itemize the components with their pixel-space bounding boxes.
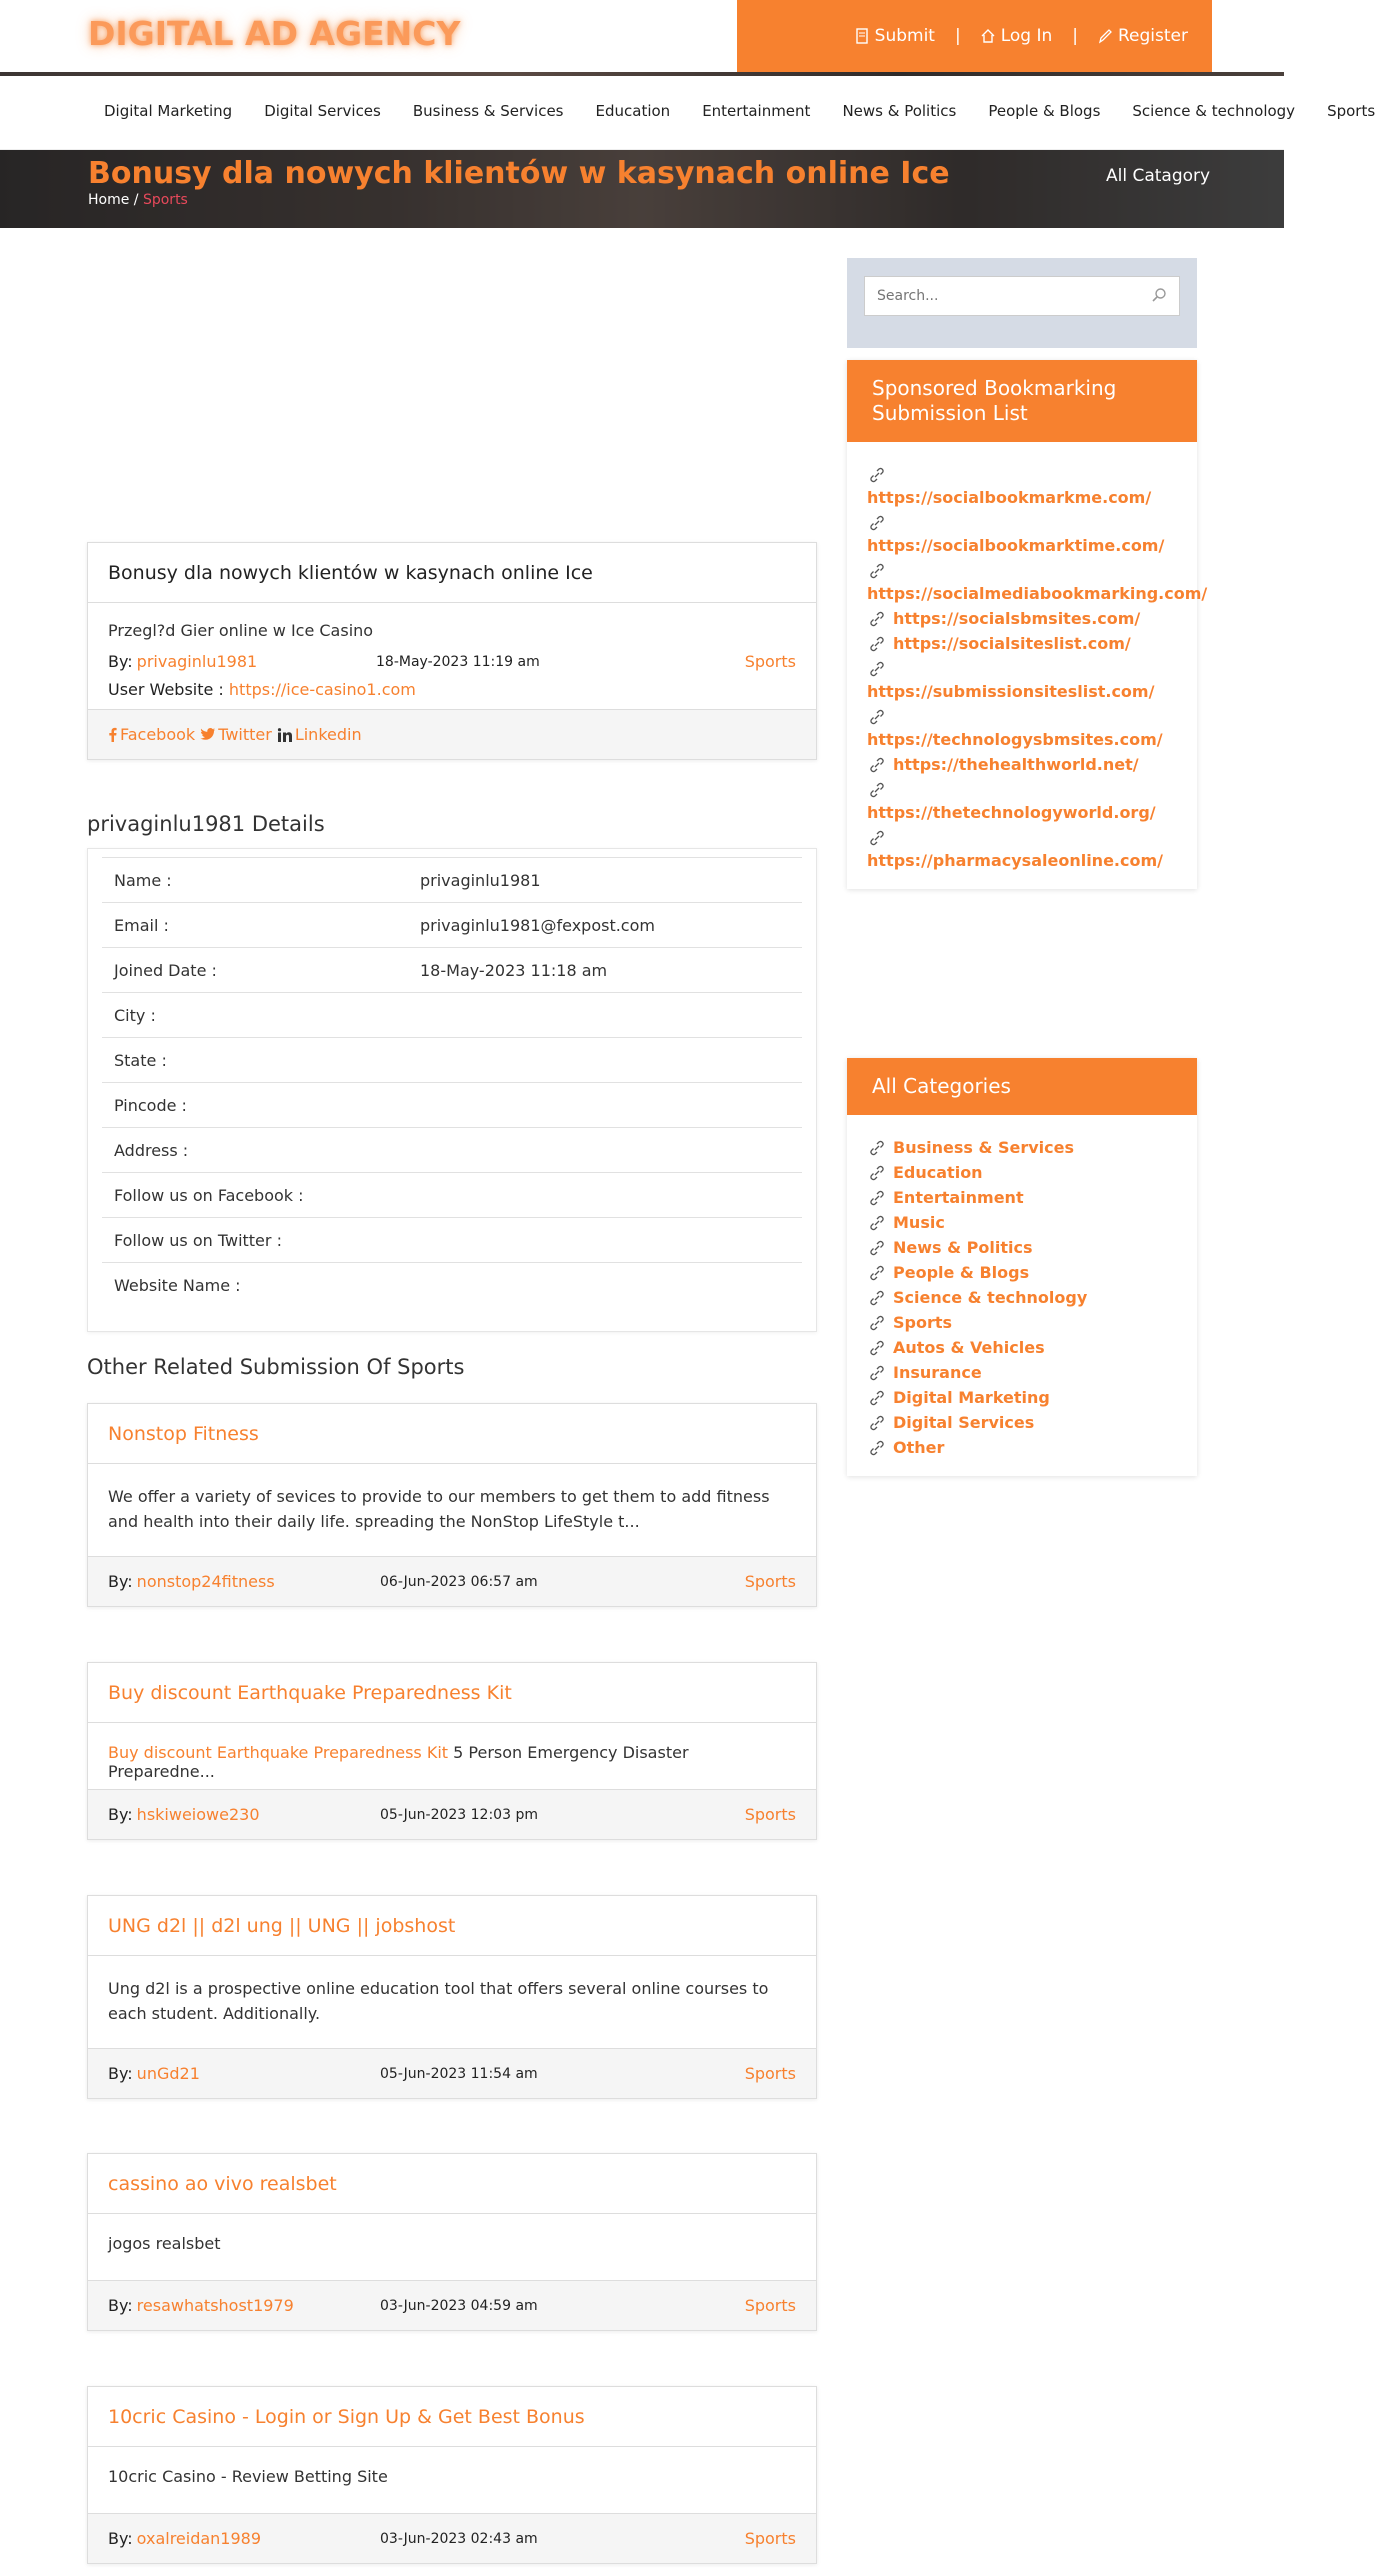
- list-item[interactable]: [867, 1410, 1177, 1435]
- related-date: 03-Jun-2023 04:59 am: [380, 2297, 538, 2314]
- category-link[interactable]: Science & technology: [893, 1288, 1088, 1307]
- related-footer: [88, 2513, 816, 2563]
- main-nav: [0, 76, 1376, 150]
- list-item[interactable]: [867, 1210, 1177, 1235]
- related-title: Other Related Submission Of Sports: [87, 1355, 465, 1379]
- related-author-link[interactable]: hskiweiowe230: [136, 1805, 260, 1824]
- pencil-icon: [1098, 28, 1112, 44]
- category-link[interactable]: Entertainment: [893, 1188, 1024, 1207]
- list-item[interactable]: [867, 1360, 1177, 1385]
- detail-key: City :: [114, 1005, 156, 1025]
- list-item[interactable]: [867, 704, 1177, 752]
- detail-row-name: [102, 857, 802, 902]
- category-link[interactable]: Insurance: [893, 1363, 982, 1382]
- link-icon: [867, 1138, 887, 1158]
- link-icon: [867, 1238, 887, 1258]
- sponsored-link[interactable]: https://socialmediabookmarking.com/: [867, 584, 1208, 603]
- share-links: [108, 725, 362, 744]
- site-logo[interactable]: DIGITAL AD AGENCY: [88, 14, 461, 53]
- user-website: [108, 680, 796, 699]
- detail-row-email: [102, 902, 802, 947]
- related-body: We offer a variety of sevices to provide to our members to get them to add fitness and health into their daily life. spreading the NonStop LifeStyle t...: [108, 1487, 770, 1531]
- nav-item-science-technology[interactable]: Science & technology: [1132, 102, 1296, 120]
- related-card: [87, 2386, 817, 2564]
- linkedin-icon: [278, 728, 292, 742]
- page-title: Bonusy dla nowych klientów w kasynach online Ice: [88, 156, 950, 191]
- sponsored-link[interactable]: https://submissionsiteslist.com/: [867, 682, 1155, 701]
- list-item[interactable]: [867, 825, 1177, 873]
- breadcrumb: [88, 192, 188, 208]
- submit-label: Submit: [874, 26, 935, 46]
- share-linkedin[interactable]: [278, 725, 362, 744]
- related-author-link[interactable]: nonstop24fitness: [136, 1572, 275, 1591]
- related-body: jogos realsbet: [108, 2234, 221, 2253]
- related-date: 03-Jun-2023 02:43 am: [380, 2530, 538, 2547]
- related-date: 05-Jun-2023 12:03 pm: [380, 1806, 538, 1823]
- list-item[interactable]: [867, 1385, 1177, 1410]
- category-link[interactable]: Digital Marketing: [893, 1388, 1050, 1407]
- related-body: 10cric Casino - Review Betting Site: [108, 2467, 388, 2486]
- link-icon: [867, 561, 887, 581]
- link-icon: [867, 755, 887, 775]
- by-label: By:: [108, 652, 133, 671]
- list-item[interactable]: [867, 1260, 1177, 1285]
- by-label: By:: [108, 2064, 133, 2083]
- search-icon[interactable]: [1151, 287, 1167, 303]
- detail-row-twitter: [102, 1217, 802, 1262]
- related-card: [87, 1895, 817, 2099]
- link-icon: [867, 1288, 887, 1308]
- related-title-link[interactable]: UNG d2l || d2l ung || UNG || jobshost: [88, 1896, 816, 1956]
- link-icon: [867, 1413, 887, 1433]
- list-item[interactable]: [867, 1435, 1177, 1460]
- post-category-link[interactable]: Sports: [744, 652, 796, 671]
- category-link[interactable]: People & Blogs: [893, 1263, 1030, 1282]
- list-item[interactable]: [867, 1335, 1177, 1360]
- detail-key: Email :: [114, 915, 169, 935]
- category-link[interactable]: Sports: [893, 1313, 953, 1332]
- related-card: [87, 1662, 817, 1840]
- nav-item-digital-services[interactable]: Digital Services: [264, 102, 381, 120]
- category-link[interactable]: Business & Services: [893, 1138, 1075, 1157]
- related-title-link[interactable]: Buy discount Earthquake Preparedness Kit: [88, 1663, 816, 1723]
- breadcrumb-separator: /: [133, 192, 139, 208]
- list-item[interactable]: [867, 462, 1177, 510]
- link-icon: [867, 513, 887, 533]
- detail-row-website-name: [102, 1262, 802, 1307]
- link-icon: [867, 634, 887, 654]
- list-item[interactable]: [867, 1135, 1177, 1160]
- separator: |: [1072, 26, 1078, 46]
- sponsored-link[interactable]: https://thehealthworld.net/: [893, 755, 1139, 774]
- detail-key: Name :: [114, 870, 172, 890]
- related-body: Ung d2l is a prospective online education tool that offers several online courses to each student. Additionally.: [108, 1979, 769, 2023]
- related-footer: [88, 1556, 816, 1606]
- by-label: By:: [108, 1805, 133, 1824]
- nav-item-digital-marketing[interactable]: Digital Marketing: [104, 102, 233, 120]
- category-link[interactable]: Digital Services: [893, 1413, 1035, 1432]
- page-banner: [0, 150, 1284, 228]
- related-category-link[interactable]: Sports: [744, 1572, 796, 1591]
- details-title: privaginlu1981 Details: [87, 812, 325, 836]
- category-link[interactable]: News & Politics: [893, 1238, 1033, 1257]
- post-description: Przegl?d Gier online w Ice Casino: [108, 621, 374, 640]
- link-icon: [867, 1263, 887, 1283]
- list-item[interactable]: [867, 1285, 1177, 1310]
- link-icon: [867, 609, 887, 629]
- sponsored-list: [847, 442, 1208, 889]
- related-card: [87, 1403, 817, 1607]
- link-icon: [867, 1438, 887, 1458]
- list-item[interactable]: [867, 631, 1177, 656]
- category-link[interactable]: Music: [893, 1213, 945, 1232]
- top-header: [0, 0, 1284, 72]
- post-title: Bonusy dla nowych klientów w kasynach online Ice: [88, 543, 816, 603]
- list-item[interactable]: [867, 510, 1177, 558]
- sidebar-search-box: [847, 258, 1197, 348]
- by-label: By:: [108, 2529, 133, 2548]
- login-label: Log In: [1000, 26, 1053, 46]
- home-icon: [981, 28, 995, 44]
- related-by: [108, 2529, 261, 2548]
- related-footer: [88, 1789, 816, 1839]
- sponsored-link[interactable]: https://technologysbmsites.com/: [867, 730, 1163, 749]
- login-link[interactable]: [981, 26, 1053, 46]
- detail-key: Pincode :: [114, 1095, 187, 1115]
- facebook-icon: [108, 727, 117, 742]
- related-date: 06-Jun-2023 06:57 am: [380, 1573, 538, 1590]
- related-by: [108, 2296, 294, 2315]
- website-label: User Website :: [108, 680, 224, 699]
- by-label: By:: [108, 1572, 133, 1591]
- website-link[interactable]: https://ice-casino1.com: [228, 680, 416, 699]
- related-footer: [88, 2048, 816, 2098]
- sponsored-link[interactable]: https://thetechnologyworld.org/: [867, 803, 1156, 822]
- search-input[interactable]: [864, 276, 1180, 316]
- list-item[interactable]: [867, 656, 1177, 704]
- detail-row-pincode: [102, 1082, 802, 1127]
- detail-key: Follow us on Facebook :: [114, 1185, 304, 1205]
- linkedin-label: Linkedin: [294, 725, 362, 744]
- related-author-link[interactable]: oxalreidan1989: [136, 2529, 262, 2548]
- detail-key: Address :: [114, 1140, 189, 1160]
- nav-item-sports[interactable]: Sports: [1327, 102, 1376, 120]
- detail-key: Follow us on Twitter :: [114, 1230, 282, 1250]
- detail-value: privaginlu1981: [420, 870, 541, 890]
- breadcrumb-home[interactable]: Home: [88, 192, 130, 208]
- category-link[interactable]: Autos & Vehicles: [893, 1338, 1045, 1357]
- related-body-link[interactable]: Buy discount Earthquake Preparedness Kit: [108, 1743, 449, 1762]
- detail-value: 18-May-2023 11:18 am: [420, 960, 608, 980]
- sponsored-link[interactable]: https://socialbookmarkme.com/: [867, 488, 1152, 507]
- related-footer: [88, 2280, 816, 2330]
- detail-value: privaginlu1981@fexpost.com: [420, 915, 655, 935]
- related-title-link[interactable]: Nonstop Fitness: [88, 1404, 816, 1464]
- related-title-link[interactable]: cassino ao vivo realsbet: [88, 2154, 816, 2214]
- user-bar: [737, 0, 1212, 72]
- related-by: [108, 1572, 275, 1591]
- link-icon: [867, 659, 887, 679]
- link-icon: [867, 1213, 887, 1233]
- detail-row-city: [102, 992, 802, 1037]
- detail-row-facebook: [102, 1172, 802, 1217]
- by-label: By:: [108, 2296, 133, 2315]
- sponsored-link[interactable]: https://socialsiteslist.com/: [893, 634, 1131, 653]
- link-icon: [867, 780, 887, 800]
- categories-title: All Categories: [847, 1058, 1197, 1115]
- separator: |: [954, 26, 961, 46]
- sponsored-panel: [847, 360, 1208, 889]
- related-card: [87, 2153, 817, 2331]
- detail-row-joined: [102, 947, 802, 992]
- share-twitter[interactable]: [201, 725, 272, 744]
- post-meta: [108, 652, 796, 676]
- link-icon: [867, 1313, 887, 1333]
- post-card: [87, 542, 817, 760]
- post-by: [108, 652, 257, 671]
- link-icon: [867, 1338, 887, 1358]
- breadcrumb-current[interactable]: Sports: [142, 192, 188, 208]
- nav-item-entertainment[interactable]: Entertainment: [702, 102, 811, 120]
- link-icon: [867, 1388, 887, 1408]
- list-item[interactable]: [867, 558, 1208, 606]
- sponsored-link[interactable]: https://pharmacysaleonline.com/: [867, 851, 1163, 870]
- register-label: Register: [1118, 26, 1188, 46]
- sponsored-title: Sponsored Bookmarking Submission List: [847, 360, 1197, 442]
- detail-key: State :: [114, 1050, 167, 1070]
- twitter-icon: [201, 728, 215, 741]
- list-item[interactable]: [867, 1160, 1177, 1185]
- categories-panel: [847, 1058, 1197, 1476]
- nav-item-people-blogs[interactable]: People & Blogs: [988, 102, 1101, 120]
- nav-item-education[interactable]: Education: [595, 102, 671, 120]
- list-item[interactable]: [867, 777, 1177, 825]
- post-date: 18-May-2023 11:19 am: [376, 654, 540, 670]
- related-by: [108, 2064, 200, 2083]
- link-icon: [867, 1188, 887, 1208]
- user-details-table: [87, 848, 817, 1332]
- detail-key: Website Name :: [114, 1275, 241, 1295]
- related-category-link[interactable]: Sports: [744, 2064, 796, 2083]
- category-link[interactable]: Education: [893, 1163, 983, 1182]
- related-category-link[interactable]: Sports: [744, 2296, 796, 2315]
- link-icon: [867, 707, 887, 727]
- detail-key: Joined Date :: [114, 960, 217, 980]
- related-author-link[interactable]: unGd21: [136, 2064, 200, 2083]
- submit-link[interactable]: [855, 26, 935, 46]
- share-facebook[interactable]: [108, 725, 195, 744]
- list-item[interactable]: [867, 1185, 1177, 1210]
- list-item[interactable]: [867, 1235, 1177, 1260]
- twitter-label: Twitter: [218, 725, 272, 744]
- link-icon: [867, 1163, 887, 1183]
- related-title-link[interactable]: 10cric Casino - Login or Sign Up & Get Best Bonus: [88, 2387, 816, 2447]
- list-item[interactable]: [867, 752, 1177, 777]
- detail-row-address: [102, 1127, 802, 1172]
- related-author-link[interactable]: resawhatshost1979: [136, 2296, 294, 2315]
- related-body-text: 5 Person Emergency Disaster Preparedne...: [108, 1743, 689, 1781]
- link-icon: [867, 465, 887, 485]
- share-bar: [88, 709, 816, 759]
- all-category-link[interactable]: All Catagory: [1106, 166, 1211, 186]
- related-by: [108, 1805, 260, 1824]
- related-body: [88, 1723, 816, 1789]
- facebook-label: Facebook: [120, 725, 196, 744]
- sponsored-link[interactable]: https://socialbookmarktime.com/: [867, 536, 1165, 555]
- list-item[interactable]: [867, 1310, 1177, 1335]
- list-item[interactable]: [867, 606, 1177, 631]
- document-icon: [855, 28, 869, 44]
- register-link[interactable]: [1098, 26, 1188, 46]
- categories-list: [847, 1115, 1197, 1476]
- related-category-link[interactable]: Sports: [744, 2529, 796, 2548]
- nav-item-news-politics[interactable]: News & Politics: [842, 102, 957, 120]
- nav-item-business-services[interactable]: Business & Services: [412, 102, 564, 120]
- link-icon: [867, 1363, 887, 1383]
- post-author-link[interactable]: privaginlu1981: [136, 652, 258, 671]
- sponsored-link[interactable]: https://socialsbmsites.com/: [893, 609, 1141, 628]
- related-date: 05-Jun-2023 11:54 am: [380, 2065, 538, 2082]
- link-icon: [867, 828, 887, 848]
- category-link[interactable]: Other: [893, 1438, 945, 1457]
- related-category-link[interactable]: Sports: [744, 1805, 796, 1824]
- detail-row-state: [102, 1037, 802, 1082]
